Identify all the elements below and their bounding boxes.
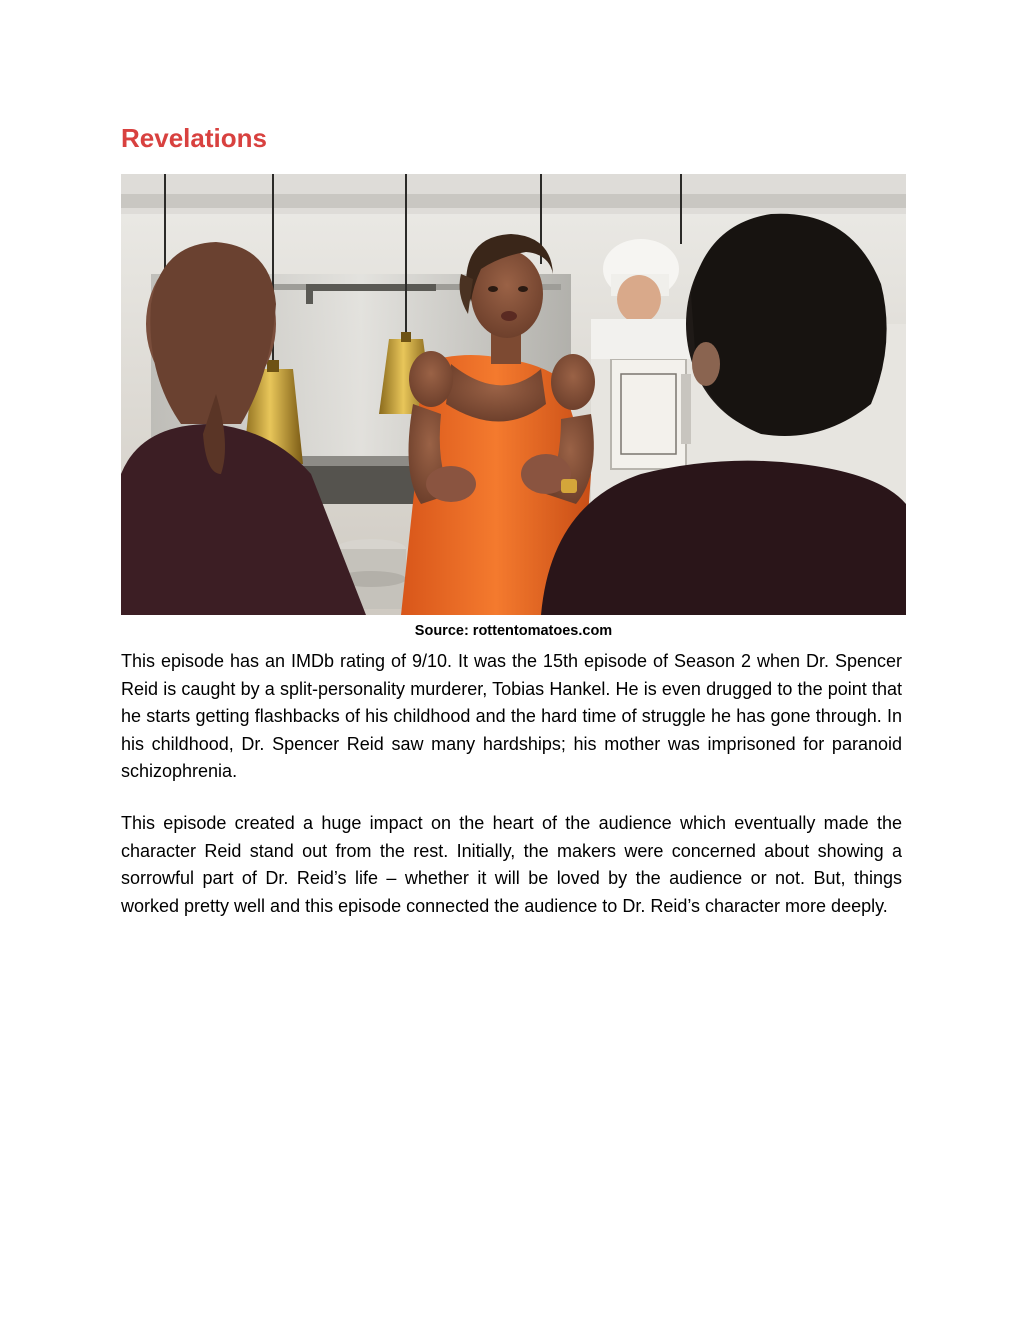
body-paragraph: This episode created a huge impact on the heart of the audience which eventually made the character Reid stand out from the rest. Initially, the makers were concerned about showing a sorrowful part of Dr. Reid’s life – whether it will be loved by the audience or not. But, things worked pretty well and this episode connected the audience to Dr. Reid’s character more deeply. — [121, 813, 902, 916]
photo-caption: Source: rottentomatoes.com — [414, 623, 613, 639]
page-title: Revelations — [121, 123, 267, 153]
body-paragraph: This episode has an IMDb rating of 9/10. It was the 15th episode of Season 2 when Dr. Spencer Reid is caught by a split-personality murderer, Tobias Hankel. He is even drugged to the point that he starts getting flashbacks of his childhood and the hard time of struggle he has gone through. In his childhood, Dr. Spencer Reid saw many hardships; his mother was imprisoned for paranoid schizophrenia. — [121, 651, 902, 782]
episode-photo — [121, 174, 906, 615]
